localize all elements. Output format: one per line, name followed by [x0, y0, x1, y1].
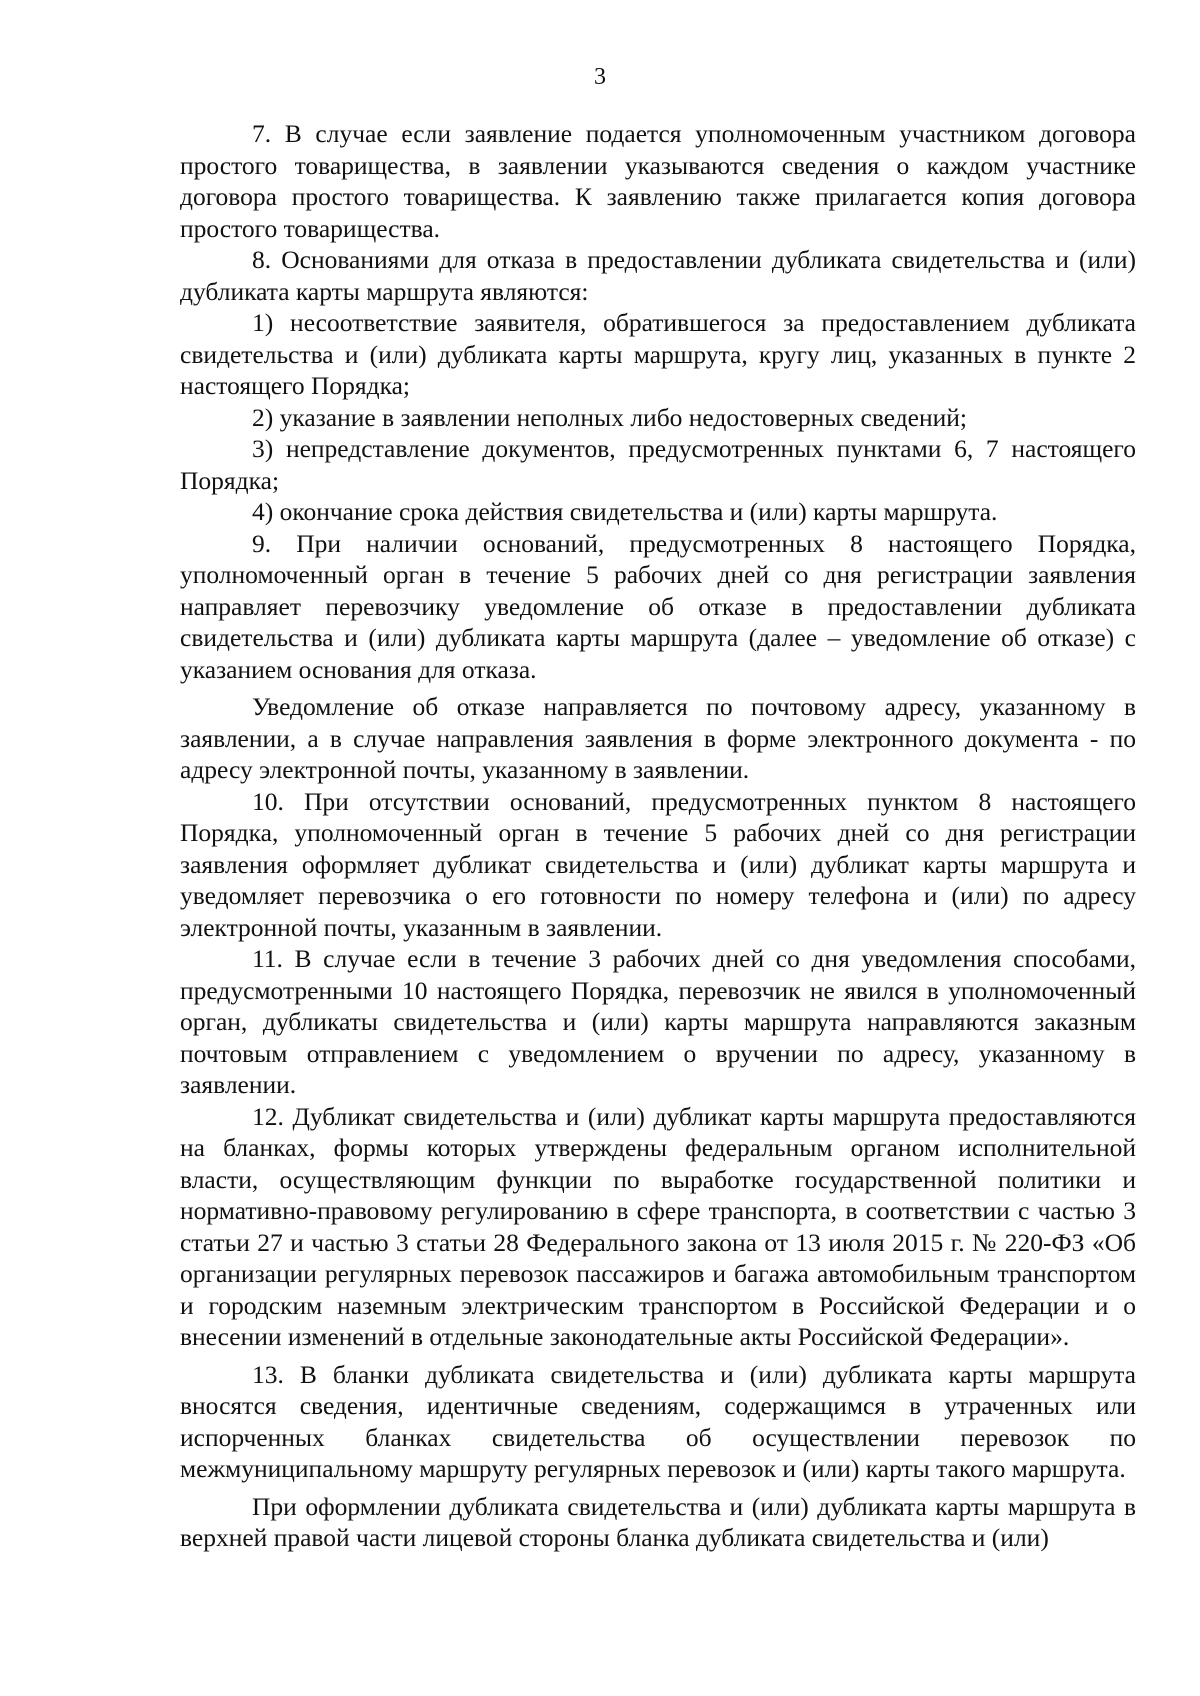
- paragraph-9-notice: Уведомление об отказе направляется по почтовому адресу, указанному в заявлении, а в случае направления заявления в форме электронного документа - по адресу электронной почты, указанному в заявлении.: [180, 692, 1136, 784]
- paragraph-8-item-3: 3) непредставление документов, предусмотренных пунктами 6, 7 настоящего Порядка;: [180, 434, 1136, 495]
- paragraph-7: 7. В случае если заявление подается уполномоченным участником договора простого товарищества, в заявлении указываются сведения о каждом участнике договора простого товарищества. К заявлению также прилагается копия договора простого товарищества.: [180, 119, 1136, 243]
- paragraph-10: 10. При отсутствии оснований, предусмотренных пунктом 8 настоящего Порядка, уполномоченный орган в течение 5 рабочих дней со дня регистрации заявления оформляет дубликат свидетельства и (или) дубликат карты маршрута и уведомляет перевозчика о его готовности по номеру телефона и (или) по адресу электронной почты, указанным в заявлении.: [180, 786, 1136, 942]
- paragraph-13-continued: При оформлении дубликата свидетельства и (или) дубликата карты маршрута в верхней правой части лицевой стороны бланка дубликата свидетельства и (или): [180, 1491, 1136, 1552]
- paragraph-13: 13. В бланки дубликата свидетельства и (или) дубликата карты маршрута вносятся сведения, идентичные сведениям, содержащимся в утраченных или испорченных бланках свидетельства об осуществлении перевозок по межмуниципальному маршруту регулярных перевозок и (или) карты такого маршрута.: [180, 1359, 1136, 1483]
- paragraph-11: 11. В случае если в течение 3 рабочих дней со дня уведомления способами, предусмотренными 10 настоящего Порядка, перевозчик не явился в уполномоченный орган, дубликаты свидетельства и (или) карты маршрута направляются заказным почтовым отправлением с уведомлением о вручении по адресу, указанному в заявлении.: [180, 944, 1136, 1099]
- paragraph-12: 12. Дубликат свидетельства и (или) дубликат карты маршрута предоставляются на бланках, формы которых утверждены федеральным органом исполнительной власти, осуществляющим функции по выработке государственной политики и нормативно-правовому регулированию в сфере транспорта, в соответствии с частью 3 статьи 27 и частью 3 статьи 28 Федерального закона от 13 июля 2015 г. № 220-ФЗ «Об организации регулярных перевозок пассажиров и багажа автомобильным транспортом и городским наземным электрическим транспортом в Российской Федерации и о внесении изменений в отдельные законодательные акты Российской Федерации».: [180, 1101, 1136, 1351]
- paragraph-9: 9. При наличии оснований, предусмотренных 8 настоящего Порядка, уполномоченный орган в течение 5 рабочих дней со дня регистрации заявления направляет перевозчику уведомление об отказе в предоставлении дубликата свидетельства и (или) дубликата карты маршрута (далее – уведомление об отказе) с указанием основания для отказа.: [180, 528, 1136, 684]
- page-number: 3: [594, 64, 606, 90]
- paragraph-8-item-4: 4) окончание срока действия свидетельства и (или) карты маршрута.: [252, 497, 998, 526]
- document-body: [180, 118, 1136, 1554]
- paragraph-8-item-1: 1) несоответствие заявителя, обратившегося за предоставлением дубликата свидетельства и (или) дубликата карты маршрута, кругу лиц, указанных в пункте 2 настоящего Порядка;: [180, 308, 1136, 400]
- paragraph-8: 8. Основаниями для отказа в предоставлении дубликата свидетельства и (или) дубликата карты маршрута являются:: [180, 245, 1136, 306]
- paragraph-8-item-2: 2) указание в заявлении неполных либо недостоверных сведений;: [252, 402, 968, 432]
